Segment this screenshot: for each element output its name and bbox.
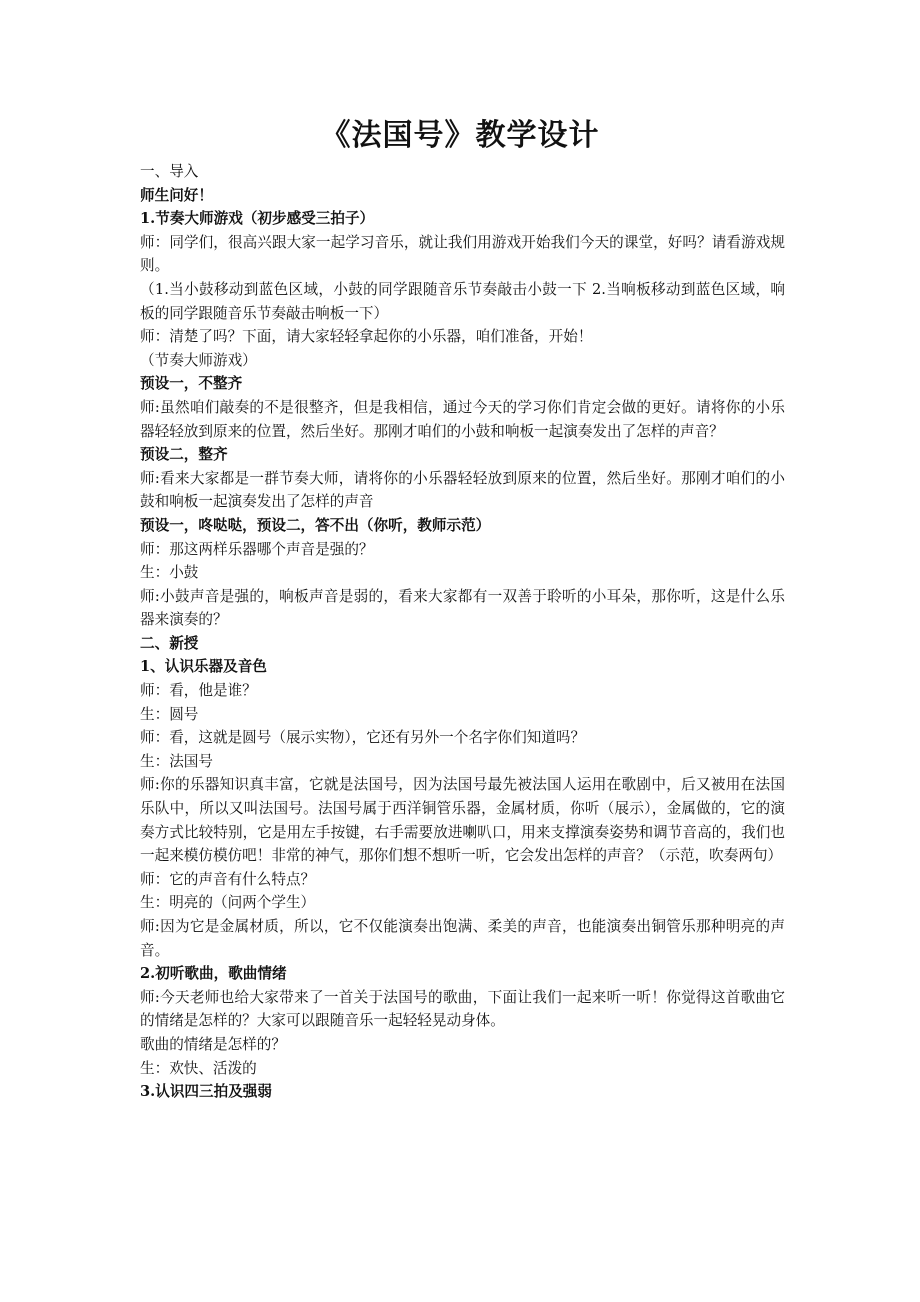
section-heading: 预设二，整齐: [140, 446, 228, 464]
paragraph: 师:今天老师也给大家带来了一首关于法国号的歌曲，下面让我们一起来听一听！你觉得这首歌曲它的情绪是怎样的？大家可以跟随音乐一起轻轻晃动身体。: [140, 988, 785, 1030]
section-heading: 预设一，不整齐: [140, 375, 243, 393]
paragraph: 生：法国号: [140, 752, 213, 770]
paragraph: 师:因为它是金属材质，所以，它不仅能演奏出饱满、柔美的声音，也能演奏出铜管乐那种明亮的声音。: [140, 918, 785, 959]
paragraph: 师:小鼓声音是强的，响板声音是弱的，看来大家都有一双善于聆听的小耳朵，那你听，这是什么乐器来演奏的？: [140, 587, 785, 629]
paragraph: 生：圆号: [140, 705, 199, 723]
paragraph: （节奏大师游戏）: [140, 351, 257, 369]
paragraph: 师：同学们，很高兴跟大家一起学习音乐，就让我们用游戏开始我们今天的课堂，好吗？请看游戏规则。: [140, 233, 785, 275]
paragraph: 师:虽然咱们敲奏的不是很整齐，但是我相信，通过今天的学习你们肯定会做的更好。请将你的小乐器轻轻放到原来的位置，然后坐好。那刚才咱们的小鼓和响板一起演奏发出了怎样的声音？: [140, 398, 785, 440]
paragraph: 师：那这两样乐器哪个声音是强的？: [140, 540, 374, 558]
paragraph: 师：清楚了吗？下面，请大家轻轻拿起你的小乐器，咱们准备，开始！: [140, 328, 593, 346]
document-body: [140, 160, 785, 1104]
section-heading: 师生问好！: [140, 186, 213, 204]
paragraph: 一、导入: [140, 163, 199, 180]
document-title: 《法国号》教学设计: [320, 118, 600, 153]
section-heading: 1.节奏大师游戏（初步感受三拍子）: [140, 210, 375, 228]
paragraph: 师:你的乐器知识真丰富，它就是法国号，因为法国号最先被法国人运用在歌剧中，后又被用在法国乐队中，所以又叫法国号。法国号属于西洋铜管乐器，金属材质，你听（展示），金属做的，它的演奏方式比较特别，它是用左手按键，右手需要放进喇叭口，用来支撑演奏姿势和调节音高的，我们也一起来模仿模仿吧！非常的神气，那你们想不想听一听，它会发出怎样的声音？（示范，吹奏两句）: [140, 776, 785, 865]
paragraph: 生：明亮的（问两个学生）: [140, 894, 316, 912]
paragraph: 生：欢快、活泼的: [140, 1059, 257, 1077]
paragraph: 师：它的声音有什么特点？: [140, 870, 316, 888]
paragraph: 歌曲的情绪是怎样的？: [140, 1035, 286, 1053]
section-heading: 二、新授: [140, 634, 199, 652]
section-heading: 预设一，咚哒哒，预设二，答不出（你听，教师示范）: [140, 516, 491, 534]
paragraph: 师：看，这就是圆号（展示实物），它还有另外一个名字你们知道吗？: [140, 729, 586, 747]
paragraph: 师：看，他是谁？: [140, 682, 257, 700]
paragraph: 生：小鼓: [140, 564, 199, 582]
paragraph: 师:看来大家都是一群节奏大师，请将你的小乐器轻轻放到原来的位置，然后坐好。那刚才咱们的小鼓和响板一起演奏发出了怎样的声音: [140, 469, 785, 511]
section-heading: 1、认识乐器及音色: [140, 658, 267, 676]
section-heading: 3.认识四三拍及强弱: [140, 1083, 272, 1101]
paragraph: （1.当小鼓移动到蓝色区域，小鼓的同学跟随音乐节奏敲击小鼓一下 2.当响板移动到蓝色区域，响板的同学跟随音乐节奏敲击响板一下）: [140, 280, 785, 322]
section-heading: 2.初听歌曲，歌曲情绪: [140, 965, 287, 983]
